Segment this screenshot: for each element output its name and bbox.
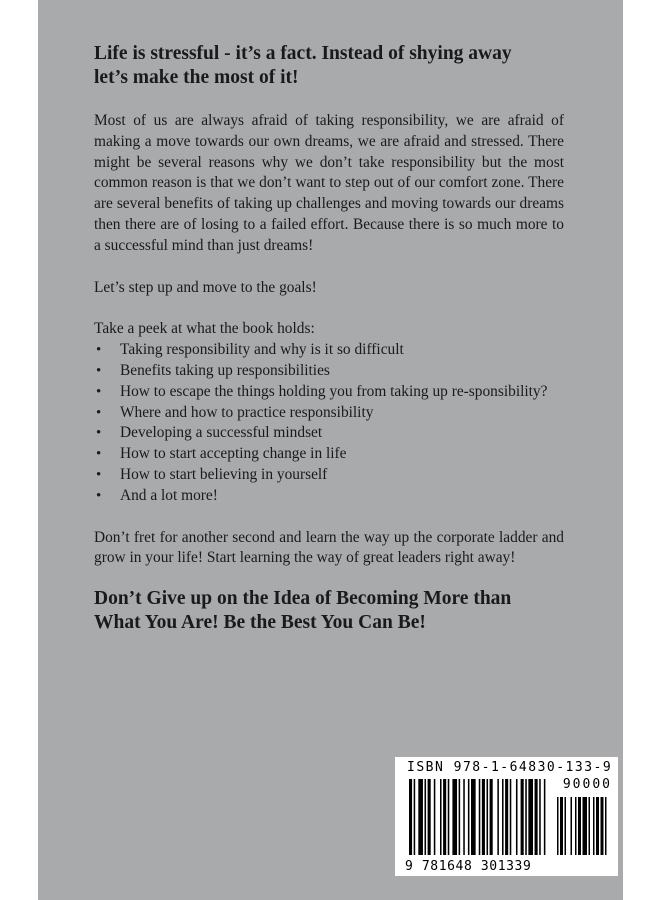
barcode-bar — [557, 797, 559, 855]
barcode-bar — [425, 779, 427, 855]
barcode-bar — [443, 779, 446, 855]
barcode-bar — [596, 797, 599, 855]
list-item: • Taking responsibility and why is it so difficult — [94, 340, 564, 361]
headline-line-2: let’s make the most of it! — [94, 67, 299, 88]
barcode-bar — [414, 779, 416, 855]
barcode-bar — [528, 779, 533, 855]
barcode-bar — [487, 779, 489, 855]
isbn-label: ISBN 978-1-64830-133-9 — [407, 760, 613, 775]
list-intro: Take a peek at what the book holds: — [94, 320, 315, 338]
barcode-bar — [521, 779, 524, 855]
barcode-bar — [452, 779, 457, 855]
barcode-bar — [525, 779, 527, 855]
bullet-icon: • — [96, 342, 102, 359]
bullet-icon: • — [96, 466, 102, 483]
call-to-goals: Let’s step up and move to the goals! — [94, 278, 317, 296]
headline — [94, 42, 564, 90]
barcode-bar — [434, 779, 436, 855]
barcode-bar — [497, 779, 499, 855]
closing-line-2: What You Are! Be the Best You Can Be! — [94, 612, 426, 634]
barcode-bar — [463, 779, 465, 855]
barcode-bar — [605, 797, 607, 855]
bullet-icon: • — [96, 383, 102, 400]
closing-headline — [94, 587, 564, 635]
list-item: • How to start accepting change in life — [94, 444, 564, 465]
barcode-bar — [544, 779, 546, 855]
barcode-bar — [490, 779, 493, 855]
barcode-bar — [516, 779, 518, 855]
bullet-icon: • — [96, 404, 102, 421]
barcode-bar — [459, 779, 461, 855]
barcode-bar — [468, 779, 470, 855]
cover-text — [94, 42, 564, 635]
barcode-bar — [575, 797, 577, 855]
barcode-bar — [593, 797, 595, 855]
barcode-bar — [578, 797, 581, 855]
barcode-bar — [560, 797, 563, 855]
price-code: 90000 — [562, 777, 612, 792]
barcode-bar — [448, 779, 450, 855]
barcode-bar — [440, 779, 442, 855]
bullet-icon: • — [96, 487, 102, 504]
barcode-bar — [505, 779, 508, 855]
contents-list — [94, 340, 564, 506]
isbn-barcode — [395, 757, 618, 876]
barcode-bar — [571, 797, 573, 855]
bullet-icon: • — [96, 425, 102, 442]
ean-digits: 9 781648 301339 — [405, 859, 532, 874]
list-item: • Where and how to practice responsibility — [94, 403, 564, 424]
bullet-icon: • — [96, 446, 102, 463]
barcode-bar — [601, 797, 604, 855]
barcode-bar — [535, 779, 538, 855]
barcode-bar — [539, 779, 541, 855]
barcode-bar — [471, 779, 476, 855]
closing-line-1: Don’t Give up on the Idea of Becoming More than — [94, 588, 512, 610]
bullet-icon: • — [96, 362, 102, 379]
list-item: • How to escape the things holding you from taking up re-sponsibility? — [94, 382, 564, 403]
barcode-bar — [589, 797, 591, 855]
barcode-bar — [479, 779, 481, 855]
list-item: • How to start believing in yourself — [94, 465, 564, 486]
barcode-bar — [428, 779, 431, 855]
barcode-bar — [482, 779, 485, 855]
headline-line-1: Life is stressful - it’s a fact. Instead of shying away — [94, 43, 512, 64]
barcode-bar — [502, 779, 504, 855]
barcode-bar — [409, 779, 412, 855]
barcode-bar — [418, 779, 423, 855]
barcode-bar — [510, 779, 512, 855]
list-item: • Benefits taking up responsibilities — [94, 361, 564, 382]
barcode-bar — [583, 797, 588, 855]
list-item: • And a lot more! — [94, 486, 564, 507]
closing-paragraph: Don’t fret for another second and learn the way up the corporate ladder and grow in your life! Start learning the way of great leaders right away! — [94, 528, 564, 567]
list-item: • Developing a successful mindset — [94, 423, 564, 444]
intro-paragraph: Most of us are always afraid of taking responsibility, we are afraid of making a move towards our own dreams, we are afraid and stressed. There might be several reasons why we don’t take responsibility but the most common reason is that we don’t want to step out of our comfort zone. There are several benefits of taking up challenges and moving towards our dreams then there are of losing to a failed effort. Because there is so much more to a successful mind than just dreams! — [94, 112, 564, 254]
barcode-bar — [565, 797, 567, 855]
